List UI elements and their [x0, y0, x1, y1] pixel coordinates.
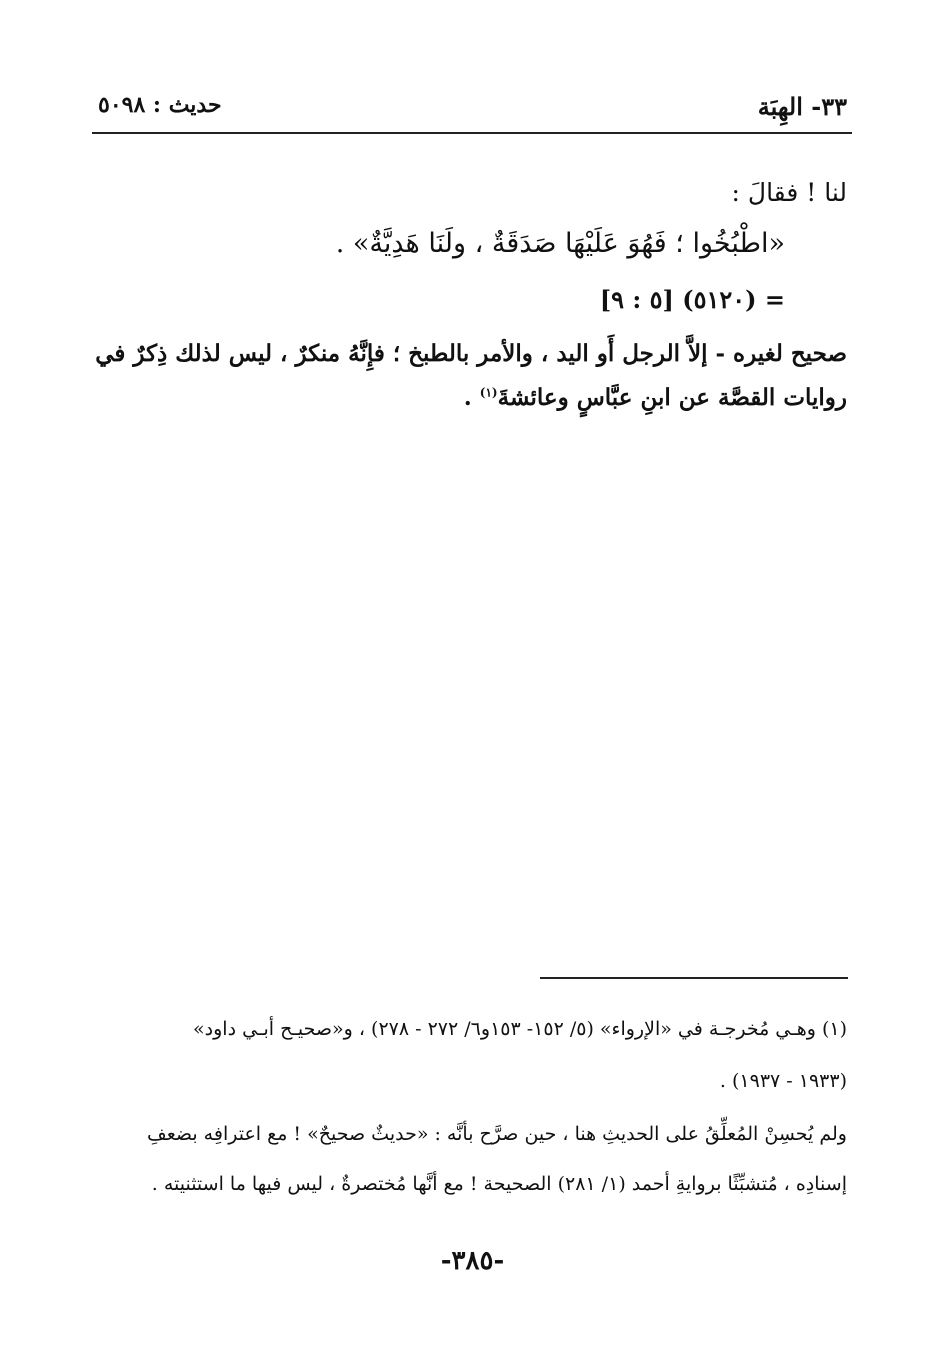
header-divider — [92, 132, 852, 134]
footnote-line-3: ولم يُحسِنْ المُعلِّقُ على الحديثِ هنا ، حين صرَّح بأنَّه : «حديثٌ صحيحٌ» ! مع اعترافِه بضعفِ — [147, 1123, 847, 1145]
footnote-line-1: (١) وهـي مُخرجـة في «الإرواء» (٥/ ١٥٢- ١٥٣و٦/ ٢٧٢ - ٢٧٨) ، و«صحيـح أبـي داود» — [193, 1018, 847, 1040]
body-line-1: لنا ! فقالَ : — [731, 178, 847, 207]
cross-reference: = (٥١٢٠) [٥ : ٩] — [599, 285, 785, 314]
footnote-marker: (١) — [479, 385, 498, 400]
hadith-text: «اطْبُخُوا ؛ فَهُوَ عَلَيْهَا صَدَقَةٌ ، ولَنَا هَدِيَّةٌ» . — [335, 228, 785, 259]
grading-line-2 — [464, 384, 847, 411]
hadith-number: حديث : ٥٠٩٨ — [98, 92, 222, 118]
grading-line-1: صحيح لغيره - إلاَّ الرجل أَو اليد ، والأمر بالطبخ ؛ فإِنَّهُ منكرٌ ، ليس لذلك ذِكرٌ في — [95, 340, 847, 367]
chapter-title: ٣٣- الهِبَة — [757, 92, 847, 121]
footnote-divider — [540, 977, 848, 979]
page-number: -٣٨٥- — [440, 1246, 505, 1276]
footnote-line-4: إسنادِه ، مُتشبِّثًا بروايةِ أحمد (١/ ٢٨١) الصحيحة ! مع أنَّها مُختصرةٌ ، ليس فيها ما استثنيته . — [151, 1173, 847, 1195]
grading-line-2-end: . — [463, 384, 480, 411]
grading-line-2-text: روايات القصَّة عن ابنِ عبَّاسٍ وعائشةَ — [497, 384, 847, 411]
footnote-line-2: (١٩٣٣ - ١٩٣٧) . — [719, 1070, 847, 1092]
